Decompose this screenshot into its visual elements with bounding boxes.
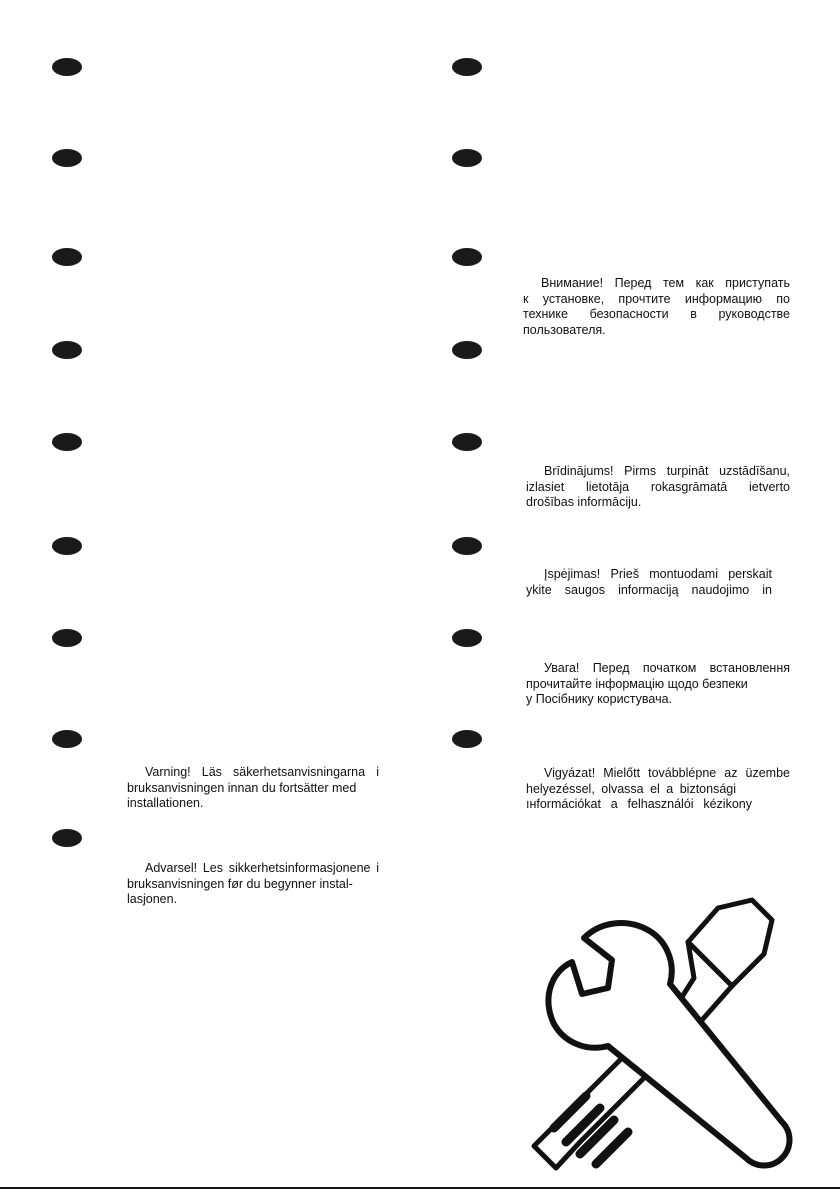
warning-sv [109,765,379,812]
warning-hu [508,766,790,813]
language-badge-icon [52,248,82,266]
warning-line: пользователя. [523,322,606,337]
warning-line: к установке, прочтите информацию по [523,291,790,306]
warning-line: helyezéssel, olvassa el a biztonsági [526,781,736,796]
warning-line: технике безопасности в руководстве [523,307,790,321]
language-badge-icon [452,537,482,555]
warning-line: installationen. [127,796,204,810]
warning-line: Внимание! Перед тем как приступать [541,276,790,290]
language-badge-icon [52,537,82,555]
language-badge-icon [52,341,82,359]
warning-lt [508,567,772,598]
language-badge-icon [52,433,82,451]
warning-line: bruksanvisningen innan du fortsätter med [127,780,357,795]
language-badge-icon [452,248,482,266]
warning-line: Увага! Перед початком встановлення [544,661,790,675]
warning-uk [508,661,790,708]
warning-ru [505,276,790,338]
warning-line: Varning! Läs säkerhetsanvisningarna i [145,765,379,779]
language-badge-icon [52,629,82,647]
language-badge-icon [452,629,482,647]
language-badge-icon [52,149,82,167]
language-badge-icon [452,730,482,748]
language-badge-icon [52,58,82,76]
language-badge-icon [52,730,82,748]
warning-line: Advarsel! Les sikkerhetsinformasjonene i [145,861,379,875]
language-badge-icon [52,829,82,847]
warning-line: bruksanvisningen før du begynner instal- [127,876,353,891]
warning-no [109,861,379,908]
warning-line: izlasiet lietotāja rokasgrāmatā ietverto [526,479,790,494]
warning-line: Vigyázat! Mielőtt továbblépne az üzembe [544,766,790,780]
warning-line: ykite saugos informaciją naudojimo in [526,582,772,597]
warning-line: drošības informāciju. [526,495,642,509]
warning-line: у Посібнику користувача. [526,692,673,706]
warning-line: Įspėjimas! Prieš montuodami perskait [544,567,772,581]
warning-line: прочитайте інформацію щодо безпеки [526,676,748,691]
warning-line: lasjonen. [127,892,178,906]
language-badge-icon [452,58,482,76]
page-bottom-rule [0,1187,840,1189]
language-badge-icon [452,341,482,359]
language-badge-icon [452,149,482,167]
wrench-screwdriver-icon [520,890,830,1180]
warning-line: Brīdinājums! Pirms turpināt uzstādīšanu, [544,464,790,478]
language-badge-icon [452,433,482,451]
warning-lv [508,464,790,511]
warning-line: ıнformációkat a felhasználói kézikony [526,797,752,811]
